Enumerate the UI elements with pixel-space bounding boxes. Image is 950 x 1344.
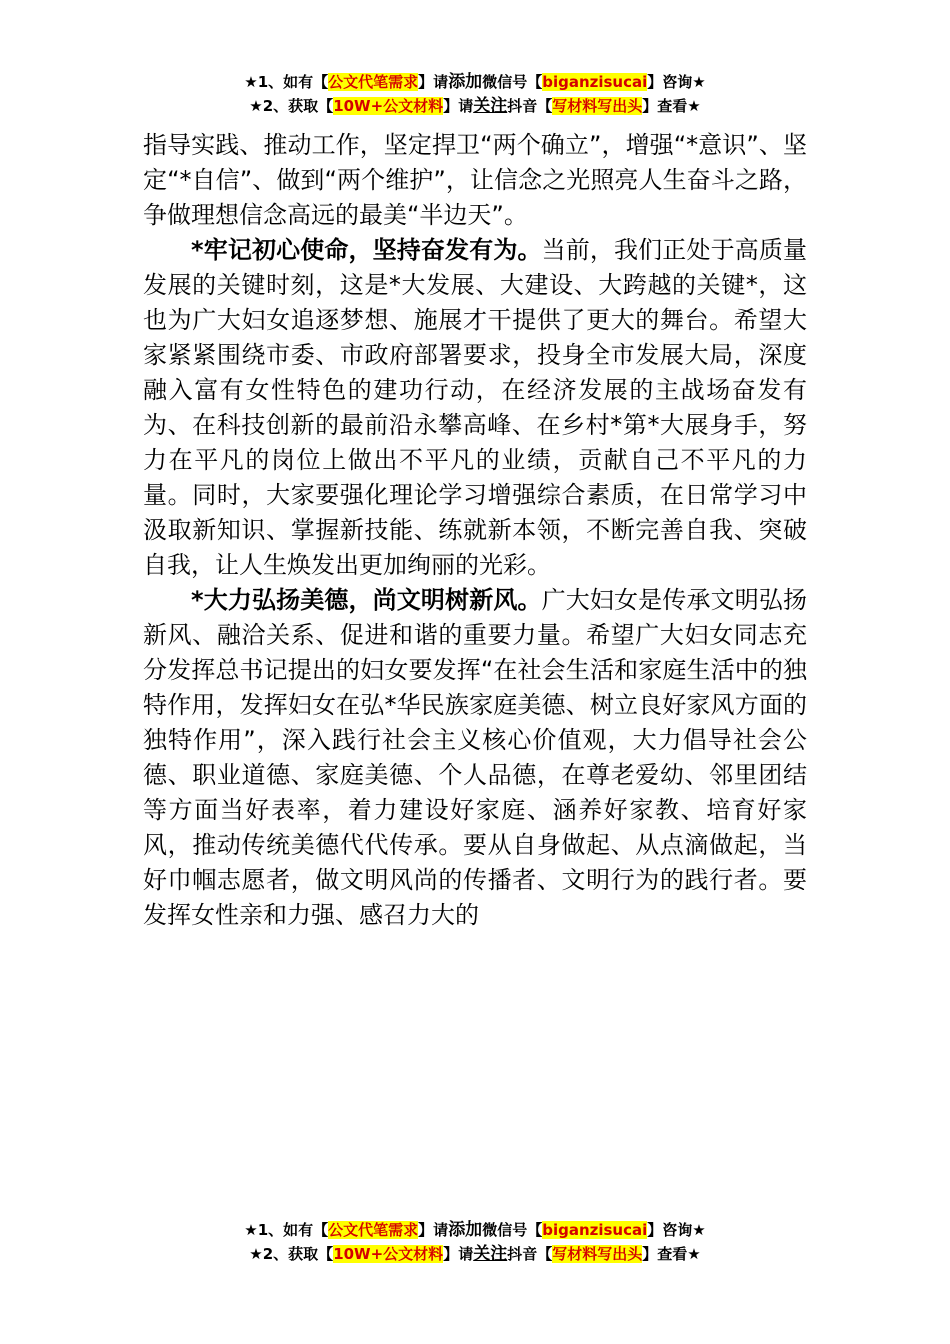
- banner-text: ★1、如有【: [244, 1221, 329, 1239]
- banner-wechat-id: biganzisucai: [542, 73, 648, 91]
- banner-highlight: 公文代笔需求: [328, 1221, 419, 1239]
- section-heading: *牢记初心使命，坚持奋发有为。: [191, 236, 542, 264]
- banner-text: 】请: [418, 73, 449, 91]
- banner-emphasis: 关注: [473, 1244, 508, 1264]
- banner-text: ★2、获取【: [249, 1245, 334, 1263]
- banner-highlight: 10W+公文材料: [333, 97, 444, 115]
- banner-emphasis: 关注: [473, 96, 508, 116]
- banner-text: ★1、如有【: [244, 73, 329, 91]
- paragraph-text: 当前，我们正处于高质量发展的关键时刻，这是*大发展、大建设、大跨越的关键*，这也为广大妇女追逐梦想、施展才干提供了更大的舞台。希望大家紧紧围绕市委、市政府部署要求，投身全市发展大局，深度融入富有女性特色的建功行动，在经济发展的主战场奋发有为、在科技创新的最前沿永攀高峰、在乡村*第*大展身手，努力在平凡的岗位上做出不平凡的业绩，贡献自己不平凡的力量。同时，大家要强化理论学习增强综合素质，在日常学习中汲取新知识、掌握新技能、练就新本领，不断完善自我、突破自我，让人生焕发出更加绚丽的光彩。: [143, 236, 807, 579]
- banner-text: 微信号【: [482, 73, 543, 91]
- banner-text: 微信号【: [482, 1221, 543, 1239]
- section-heading: *大力弘扬美德，尚文明树新风。: [191, 586, 542, 614]
- banner-text: 】请: [443, 1245, 474, 1263]
- banner-line-1: [0, 1218, 950, 1242]
- banner-text: 抖音【: [507, 1245, 553, 1263]
- paragraph-text: 指导实践、推动工作，坚定捍卫“两个确立”，增强“*意识”、坚定“*自信”、做到“两个维护”，让信念之光照亮人生奋斗之路，争做理想信念高远的最美“半边天”。: [143, 131, 807, 229]
- paragraph-2: [143, 233, 807, 583]
- banner-text: 】请: [443, 97, 474, 115]
- banner-emphasis: 添加: [448, 72, 483, 92]
- header-banner: [0, 70, 950, 118]
- banner-wechat-id: biganzisucai: [542, 1221, 648, 1239]
- banner-text: 抖音【: [507, 97, 553, 115]
- banner-line-2: [0, 94, 950, 118]
- banner-highlight: 写材料写出头: [552, 1245, 643, 1263]
- banner-text: 】咨询★: [647, 1221, 706, 1239]
- banner-text: ★2、获取【: [249, 97, 334, 115]
- banner-highlight: 写材料写出头: [552, 97, 643, 115]
- banner-highlight: 10W+公文材料: [333, 1245, 444, 1263]
- document-body: [143, 128, 807, 933]
- paragraph-3: [143, 583, 807, 933]
- banner-text: 】咨询★: [647, 73, 706, 91]
- banner-text: 】查看★: [642, 1245, 701, 1263]
- banner-text: 】查看★: [642, 97, 701, 115]
- footer-banner: [0, 1218, 950, 1266]
- banner-text: 】请: [418, 1221, 449, 1239]
- paragraph-1: [143, 128, 807, 233]
- banner-emphasis: 添加: [448, 1220, 483, 1240]
- paragraph-text: 广大妇女是传承文明弘扬新风、融洽关系、促进和谐的重要力量。希望广大妇女同志充分发挥总书记提出的妇女要发挥“在社会生活和家庭生活中的独特作用，发挥妇女在弘*华民族家庭美德、树立良好家风方面的独特作用”，深入践行社会主义核心价值观，大力倡导社会公德、职业道德、家庭美德、个人品德，在尊老爱幼、邻里团结等方面当好表率，着力建设好家庭、涵养好家教、培育好家风，推动传统美德代代传承。要从自身做起、从点滴做起，当好巾帼志愿者，做文明风尚的传播者、文明行为的践行者。要发挥女性亲和力强、感召力大的: [143, 586, 807, 929]
- banner-line-1: [0, 70, 950, 94]
- banner-line-2: [0, 1242, 950, 1266]
- banner-highlight: 公文代笔需求: [328, 73, 419, 91]
